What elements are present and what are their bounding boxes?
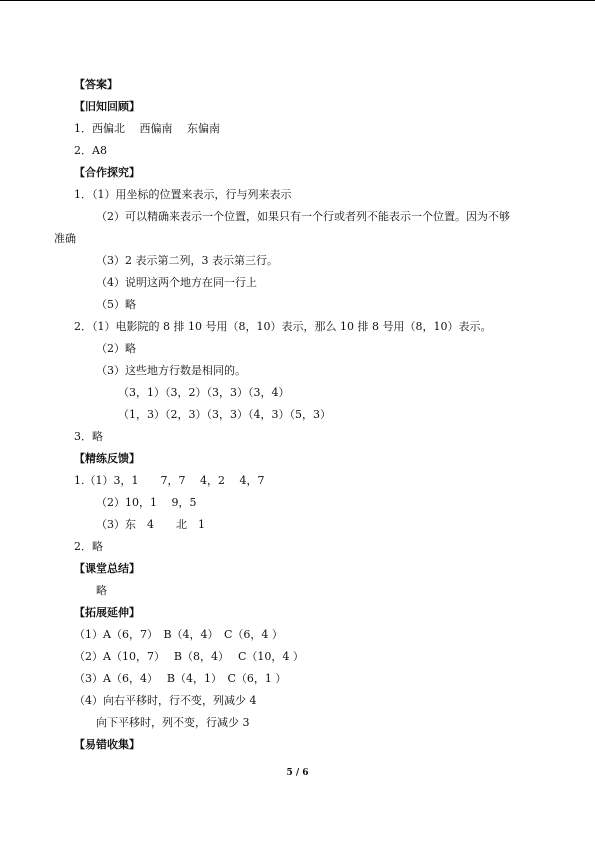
section-heading: 【易错收集】 — [74, 738, 140, 751]
answer-line: 2．略 — [74, 540, 103, 553]
section-heading: 【旧知回顾】 — [74, 100, 140, 113]
answer-line: 略 — [96, 584, 107, 597]
answer-line: 2．A8 — [74, 144, 107, 157]
page-number: 5 / 6 — [286, 768, 309, 778]
answer-line: （4）向右平移时，行不变，列减少 4 — [74, 694, 257, 707]
section-heading: 【精练反馈】 — [74, 452, 140, 465]
answer-line: 1．西偏北 西偏南 东偏南 — [74, 122, 220, 135]
answer-line: 2．（1）电影院的 8 排 10 号用（8，10）表示，那么 10 排 8 号用（8，10）表示。 — [74, 320, 492, 333]
section-heading: 【答案】 — [74, 78, 118, 91]
answer-line: （3）这些地方行数是相同的。 — [96, 364, 246, 377]
answer-line: 1.（1）3，1 7，7 4，2 4，7 — [74, 474, 265, 487]
answer-line: （3，1）（3，2）（3，3）（3，4） — [118, 386, 290, 399]
answer-line: （2）10，1 9，5 — [96, 496, 197, 509]
document-body — [0, 74, 595, 756]
answer-line: （1）A（6，7） B（4，4） C（6，4 ） — [74, 628, 283, 641]
answer-line: （5）略 — [96, 298, 136, 311]
section-heading: 【拓展延伸】 — [74, 606, 140, 619]
answer-line: 1．（1）用坐标的位置来表示，行与列来表示 — [74, 188, 292, 201]
section-heading: 【课堂总结】 — [74, 562, 140, 575]
answer-line: （2）A（10，7） B（8，4） C（10，4 ） — [74, 650, 304, 663]
answer-line: 3．略 — [74, 430, 103, 443]
answer-line: 向下平移时，列不变，行减少 3 — [96, 716, 250, 729]
answer-line: （2）可以精确来表示一个位置，如果只有一个行或者列不能表示一个位置。因为不够 — [96, 210, 510, 223]
answer-line: （1，3）（2，3）（3，3）（4，3）（5，3） — [118, 408, 331, 421]
answer-line: （3）东 4 北 1 — [96, 518, 205, 531]
top-rule — [0, 0, 595, 1]
answer-line: （3）2 表示第二列，3 表示第三行。 — [96, 254, 278, 267]
answer-line: 准确 — [54, 232, 76, 245]
section-heading: 【合作探究】 — [74, 166, 140, 179]
answer-line: （3）A（6，4） B（4，1） C（6，1 ） — [74, 672, 287, 685]
answer-line: （4）说明这两个地方在同一行上 — [96, 276, 257, 289]
answer-line: （2）略 — [96, 342, 136, 355]
